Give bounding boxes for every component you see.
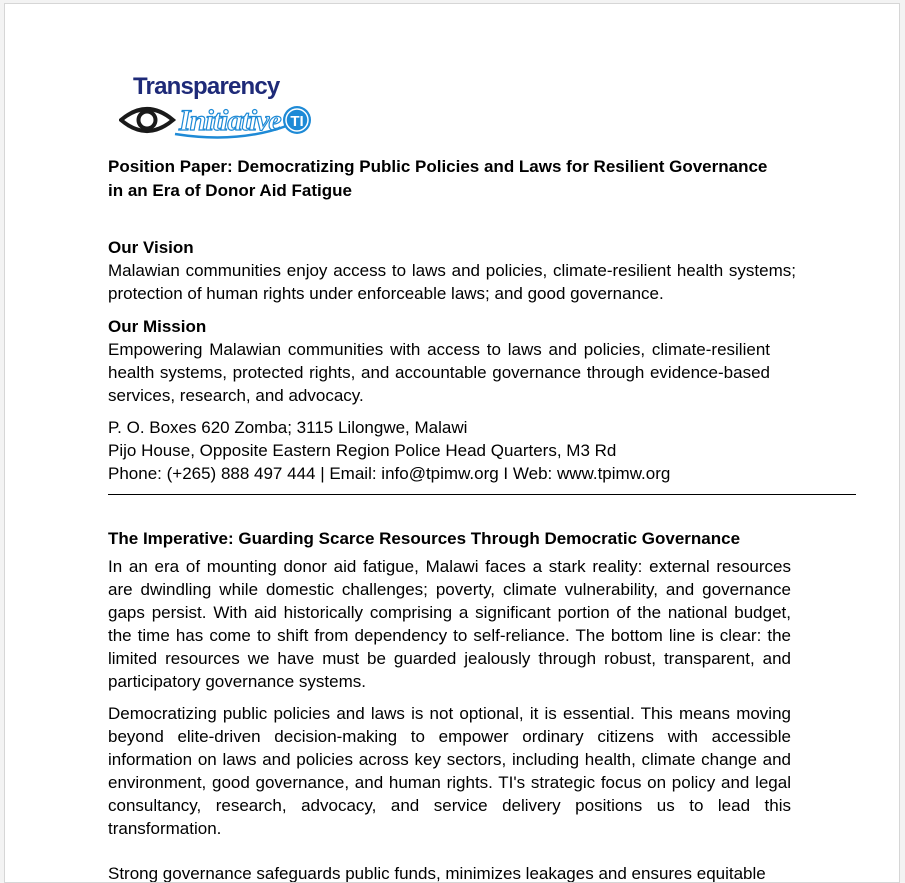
address-line-1: P. O. Boxes 620 Zomba; 3115 Lilongwe, Malawi [108, 418, 468, 437]
imperative-paragraph-3: Strong governance safeguards public funds, minimizes leakages and ensures equitable [108, 864, 766, 883]
imperative-heading: The Imperative: Guarding Scarce Resources Through Democratic Governance [108, 529, 741, 548]
address-line-2: Pijo House, Opposite Eastern Region Police Head Quarters, M3 Rd [108, 441, 617, 460]
logo-word-transparency: Transparency [133, 73, 280, 100]
paper-title-line-1: Position Paper: Democratizing Public Policies and Laws for Resilient Governance [108, 157, 768, 176]
ti-badge-icon [283, 106, 311, 134]
transparency-initiative-logo [119, 70, 319, 146]
document-page [4, 3, 900, 883]
imperative-paragraph-1: In an era of mounting donor aid fatigue, Malawi faces a stark reality: external resources are dwindling while domestic challenges; poverty, climate vulnerability, and governance gaps persist. With aid historically comprising a significant portion of the national budget, the time has come to shift from dependency to self-reliance. The bottom line is clear: the limited resources we have must be guarded jealously through robust, transparent, and participatory governance systems. [108, 557, 791, 691]
mission-text: Empowering Malawian communities with access to laws and policies, climate-resilient health systems, protected rights, and accountable governance through evidence-based services, research, and advocacy. [108, 340, 770, 405]
vision-text: Malawian communities enjoy access to laws and policies, climate-resilient health systems; protection of human rights under enforceable laws; and good governance. [108, 261, 796, 303]
paper-title-line-2: in an Era of Donor Aid Fatigue [108, 181, 352, 200]
horizontal-divider [108, 494, 856, 495]
header-content [108, 155, 796, 485]
vision-heading: Our Vision [108, 238, 194, 257]
svg-text:TI: TI [290, 113, 304, 130]
paper-title [108, 155, 796, 203]
imperative-paragraph-2: Democratizing public policies and laws is not optional, it is essential. This means moving beyond elite-driven decision-making to empower ordinary citizens with accessible information on laws and policies across key sectors, including health, climate change and environment, good governance, and human rights. TI's strategic focus on policy and legal consultancy, research, advocacy, and service delivery positions us to lead this transformation. [108, 704, 791, 838]
eye-icon [121, 109, 173, 131]
mission-heading: Our Mission [108, 317, 207, 336]
contact-line: Phone: (+265) 888 497 444 | Email: info@tpimw.org I Web: www.tpimw.org [108, 464, 671, 483]
logo-word-initiative: Initiative [179, 104, 281, 137]
imperative-section [108, 527, 791, 883]
